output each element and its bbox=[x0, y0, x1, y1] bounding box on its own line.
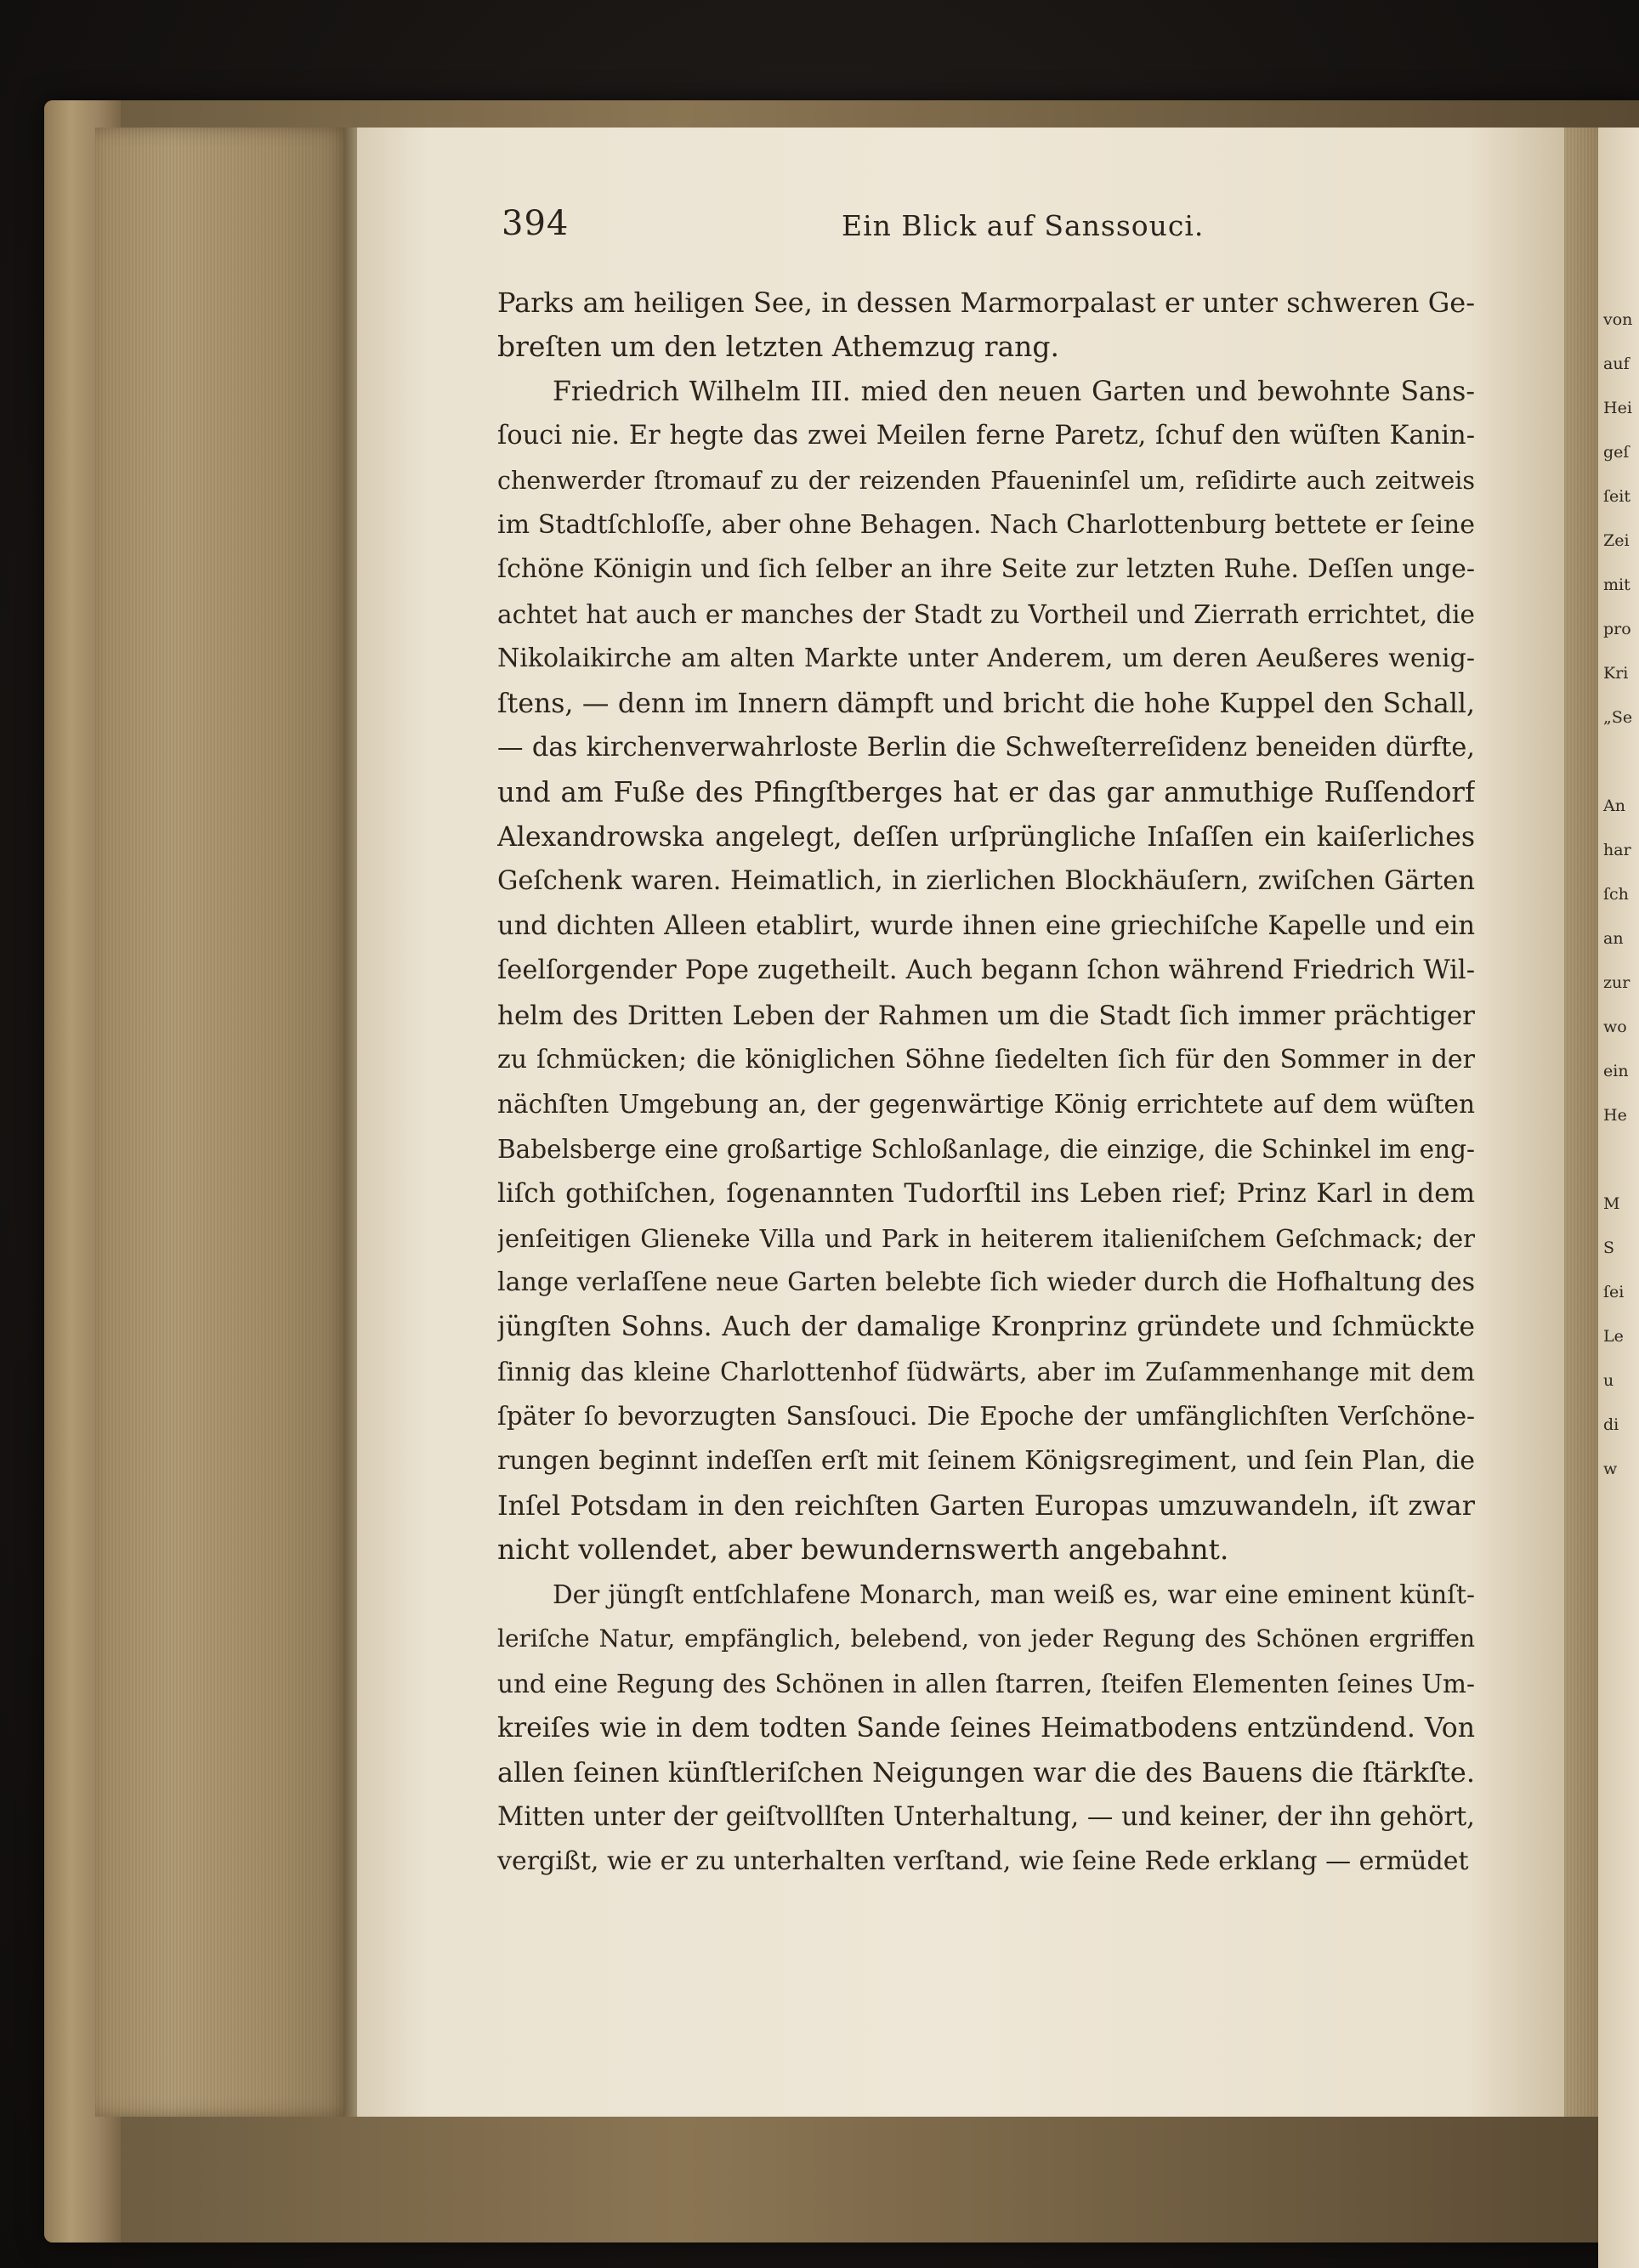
text-line: Nikolaikirche am alten Markte unter Anderem, um deren Aeußeres wenig- bbox=[497, 644, 1475, 674]
next-page-fragment: von bbox=[1603, 310, 1633, 329]
next-page-fragment: pro bbox=[1603, 620, 1631, 638]
page-header bbox=[502, 204, 1513, 255]
next-page-fragment: har bbox=[1603, 841, 1631, 859]
running-head: Ein Blick auf Sanssouci. bbox=[842, 209, 1205, 242]
text-line: ſpäter ſo bevorzugten Sansſouci. Die Epoche der umfänglichſten Verſchöne- bbox=[497, 1402, 1475, 1432]
paragraph bbox=[497, 1573, 1475, 1885]
text-line: nächſten Umgebung an, der gegenwärtige König errichtete auf dem wüſten bbox=[497, 1090, 1475, 1120]
next-page-fragment: u bbox=[1603, 1371, 1614, 1390]
text-line: Parks am heiligen See, in dessen Marmorpalast er unter schweren Ge- bbox=[497, 286, 1475, 319]
text-line: Friedrich Wilhelm III. mied den neuen Garten und bewohnte Sans- bbox=[553, 376, 1475, 407]
page-stack-left bbox=[95, 128, 350, 2117]
next-page-fragment: Kri bbox=[1603, 664, 1629, 683]
text-line: allen ſeinen künſtleriſchen Neigungen war die des Bauens die ſtärkſte. bbox=[497, 1756, 1475, 1789]
paragraph bbox=[497, 370, 1475, 1573]
text-line: Der jüngſt entſchlafene Monarch, man weiß es, war eine eminent künſt- bbox=[553, 1579, 1475, 1609]
next-page-fragment: di bbox=[1603, 1415, 1619, 1434]
text-line: im Stadtſchloſſe, aber ohne Behagen. Nach Charlottenburg bettete er ſeine bbox=[497, 510, 1475, 541]
text-line: leriſche Natur, empfänglich, belebend, von jeder Regung des Schönen ergriffen bbox=[497, 1624, 1475, 1653]
text-line: ſeelſorgender Pope zugetheilt. Auch begann ſchon während Friedrich Wil- bbox=[497, 955, 1475, 986]
next-page-fragment: zur bbox=[1603, 973, 1630, 992]
next-page-fragment: an bbox=[1603, 929, 1624, 948]
text-line: — das kirchenverwahrloste Berlin die Schweſterreſidenz beneiden dürfte, bbox=[497, 733, 1475, 763]
next-page-fragment: ſch bbox=[1603, 885, 1629, 904]
body-text bbox=[497, 281, 1475, 1885]
text-line: chenwerder ſtromauf zu der reizenden Pfaueninſel um, reſidirte auch zeitweis bbox=[497, 466, 1475, 495]
text-line: lange verlaſſene neue Garten belebte ſich wieder durch die Hofhaltung des bbox=[497, 1267, 1475, 1297]
text-line: ſtens, — denn im Innern dämpft und bricht die hohe Kuppel den Schall, bbox=[497, 688, 1475, 719]
next-page-fragment bbox=[1598, 740, 1639, 784]
page-number: 394 bbox=[502, 204, 570, 243]
next-page-fragment: auf bbox=[1603, 354, 1630, 373]
text-line: und am Fuße des Pfingſtberges hat er das gar anmuthige Ruſſendorf bbox=[497, 776, 1475, 809]
page-stack-right bbox=[1564, 128, 1598, 2117]
text-line: ſouci nie. Er hegte das zwei Meilen ferne Paretz, ſchuf den wüſten Kanin- bbox=[497, 421, 1475, 451]
next-page-fragment: S bbox=[1603, 1239, 1615, 1257]
paragraph bbox=[497, 281, 1475, 370]
next-page-edge bbox=[1598, 128, 1639, 2268]
next-page-fragment: ſeit bbox=[1603, 487, 1630, 506]
text-line: achtet hat auch er manches der Stadt zu Vortheil und Zierrath errichtet, die bbox=[497, 599, 1475, 629]
next-page-fragment: mit bbox=[1603, 576, 1630, 594]
next-page-fragment: Hei bbox=[1603, 399, 1632, 417]
text-line: vergißt, wie er zu unterhalten verſtand, wie ſeine Rede erklang — ermüdet bbox=[497, 1846, 1469, 1877]
text-line: jüngſten Sohns. Auch der damalige Kronprinz gründete und ſchmückte bbox=[497, 1312, 1475, 1343]
next-page-fragment: w bbox=[1603, 1460, 1618, 1478]
text-line: nicht vollendet, aber bewundernswerth angebahnt. bbox=[497, 1533, 1229, 1567]
next-page-fragment: wo bbox=[1603, 1018, 1627, 1036]
next-page-fragment: geſ bbox=[1603, 443, 1630, 462]
text-line: Alexandrowska angelegt, deſſen urſprüngliche Inſaſſen ein kaiſerliches bbox=[497, 821, 1475, 853]
text-line: ſinnig das kleine Charlottenhof ſüdwärts, aber im Zuſammenhange mit dem bbox=[497, 1357, 1475, 1386]
text-line: Mitten unter der geiſtvollſten Unterhaltung, — und keiner, der ihn gehört, bbox=[497, 1801, 1475, 1832]
text-line: liſch gothiſchen, ſogenannten Tudorſtil ins Leben rief; Prinz Karl in dem bbox=[497, 1178, 1475, 1210]
text-line: kreiſes wie in dem todten Sande ſeines Heimatbodens entzündend. Von bbox=[497, 1713, 1475, 1744]
text-line: Geſchenk waren. Heimatlich, in zierlichen Blockhäuſern, zwiſchen Gärten bbox=[497, 866, 1475, 897]
next-page-fragment bbox=[1598, 1137, 1639, 1182]
text-line: breſten um den letzten Athemzug rang. bbox=[497, 330, 1060, 364]
text-line: Babelsberge eine großartige Schloßanlage, die einzige, die Schinkel im eng- bbox=[497, 1134, 1475, 1164]
next-page-fragment: An bbox=[1603, 797, 1625, 815]
next-page-fragment: „Se bbox=[1603, 708, 1633, 727]
text-line: rungen beginnt indeſſen erſt mit ſeinem Königsregiment, und ſein Plan, die bbox=[497, 1445, 1475, 1476]
text-line: Inſel Potsdam in den reichſten Garten Europas umzuwandeln, iſt zwar bbox=[497, 1488, 1475, 1522]
text-line: zu ſchmücken; die königlichen Söhne ſiedelten ſich für den Sommer in der bbox=[497, 1044, 1475, 1074]
next-page-fragment: M bbox=[1603, 1194, 1620, 1213]
next-page-fragment: ſei bbox=[1603, 1283, 1625, 1301]
next-page-fragment: He bbox=[1603, 1106, 1627, 1125]
next-page-fragment: Zei bbox=[1603, 531, 1630, 550]
text-line: helm des Dritten Leben der Rahmen um die Stadt ſich immer prächtiger bbox=[497, 1000, 1475, 1031]
text-line: und eine Regung des Schönen in allen ſtarren, ſteifen Elementen ſeines Um- bbox=[497, 1669, 1475, 1698]
next-page-fragment: ein bbox=[1603, 1062, 1629, 1080]
text-line: und dichten Alleen etablirt, wurde ihnen eine griechiſche Kapelle und ein bbox=[497, 910, 1475, 941]
next-page-fragment: Le bbox=[1603, 1327, 1624, 1346]
text-line: jenſeitigen Glieneke Villa und Park in heiterem italieniſchem Geſchmack; der bbox=[497, 1223, 1475, 1253]
text-line: ſchöne Königin und ſich ſelber an ihre Seite zur letzten Ruhe. Deſſen unge- bbox=[497, 554, 1475, 585]
